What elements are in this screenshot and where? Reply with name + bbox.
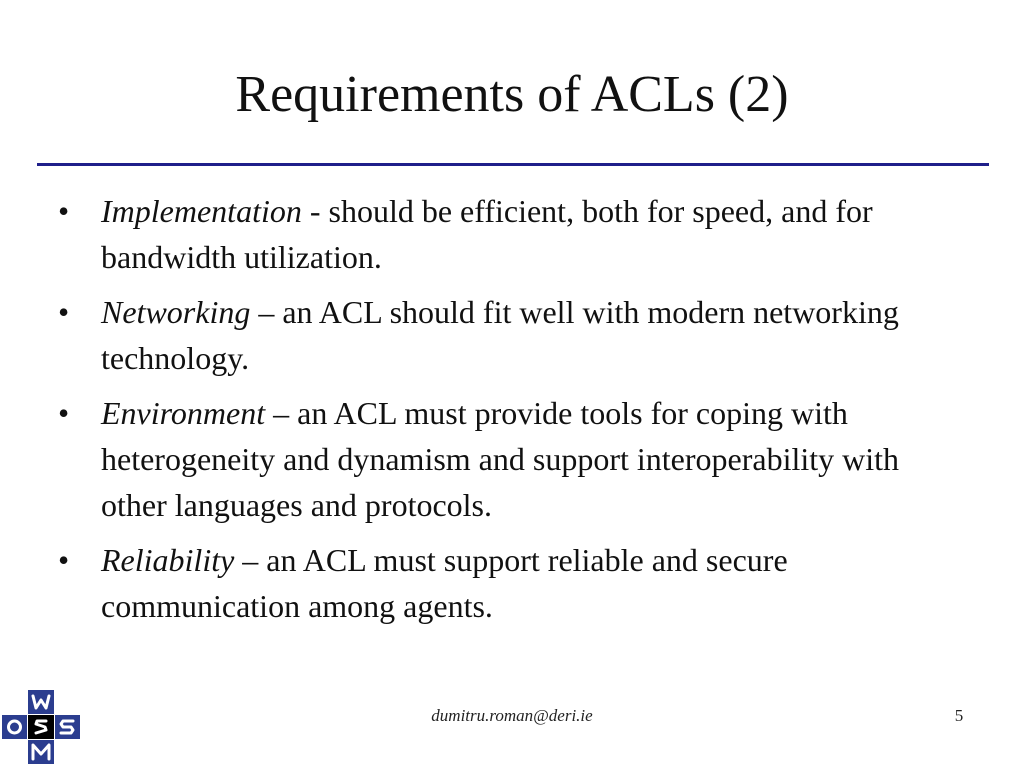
bullet-term: Implementation (101, 193, 302, 229)
bullet-text: - should be efficient, both for speed, and for bandwidth utilization. (101, 193, 873, 275)
bullet-marker: • (58, 193, 70, 229)
bullet-marker: • (58, 395, 70, 431)
bullet-text: – an ACL must provide tools for coping with heterogeneity and dynamism and support interoperability with other languages and protocols. (101, 395, 900, 523)
footer-email: dumitru.roman@deri.ie (431, 706, 593, 725)
bullet-marker: • (58, 542, 70, 578)
bullet-term: Environment (101, 395, 266, 431)
slide-title: Requirements of ACLs (2) (235, 66, 789, 123)
bullet-term: Reliability (101, 542, 235, 578)
bullet-item-reliability (58, 537, 958, 629)
bullet-text: – an ACL must support reliable and secure communication among agents. (101, 542, 788, 624)
bullet-item-networking (58, 289, 958, 381)
bullet-term: Networking (101, 294, 251, 330)
bullet-item-environment (58, 390, 958, 528)
bullet-list (58, 188, 958, 638)
page-number: 5 (954, 706, 964, 725)
bullet-text: – an ACL should fit well with modern networking technology. (101, 294, 899, 376)
wsmo-logo-icon (2, 688, 80, 766)
bullet-marker: • (58, 294, 70, 330)
title-divider (37, 163, 989, 166)
bullet-item-implementation (58, 188, 958, 280)
